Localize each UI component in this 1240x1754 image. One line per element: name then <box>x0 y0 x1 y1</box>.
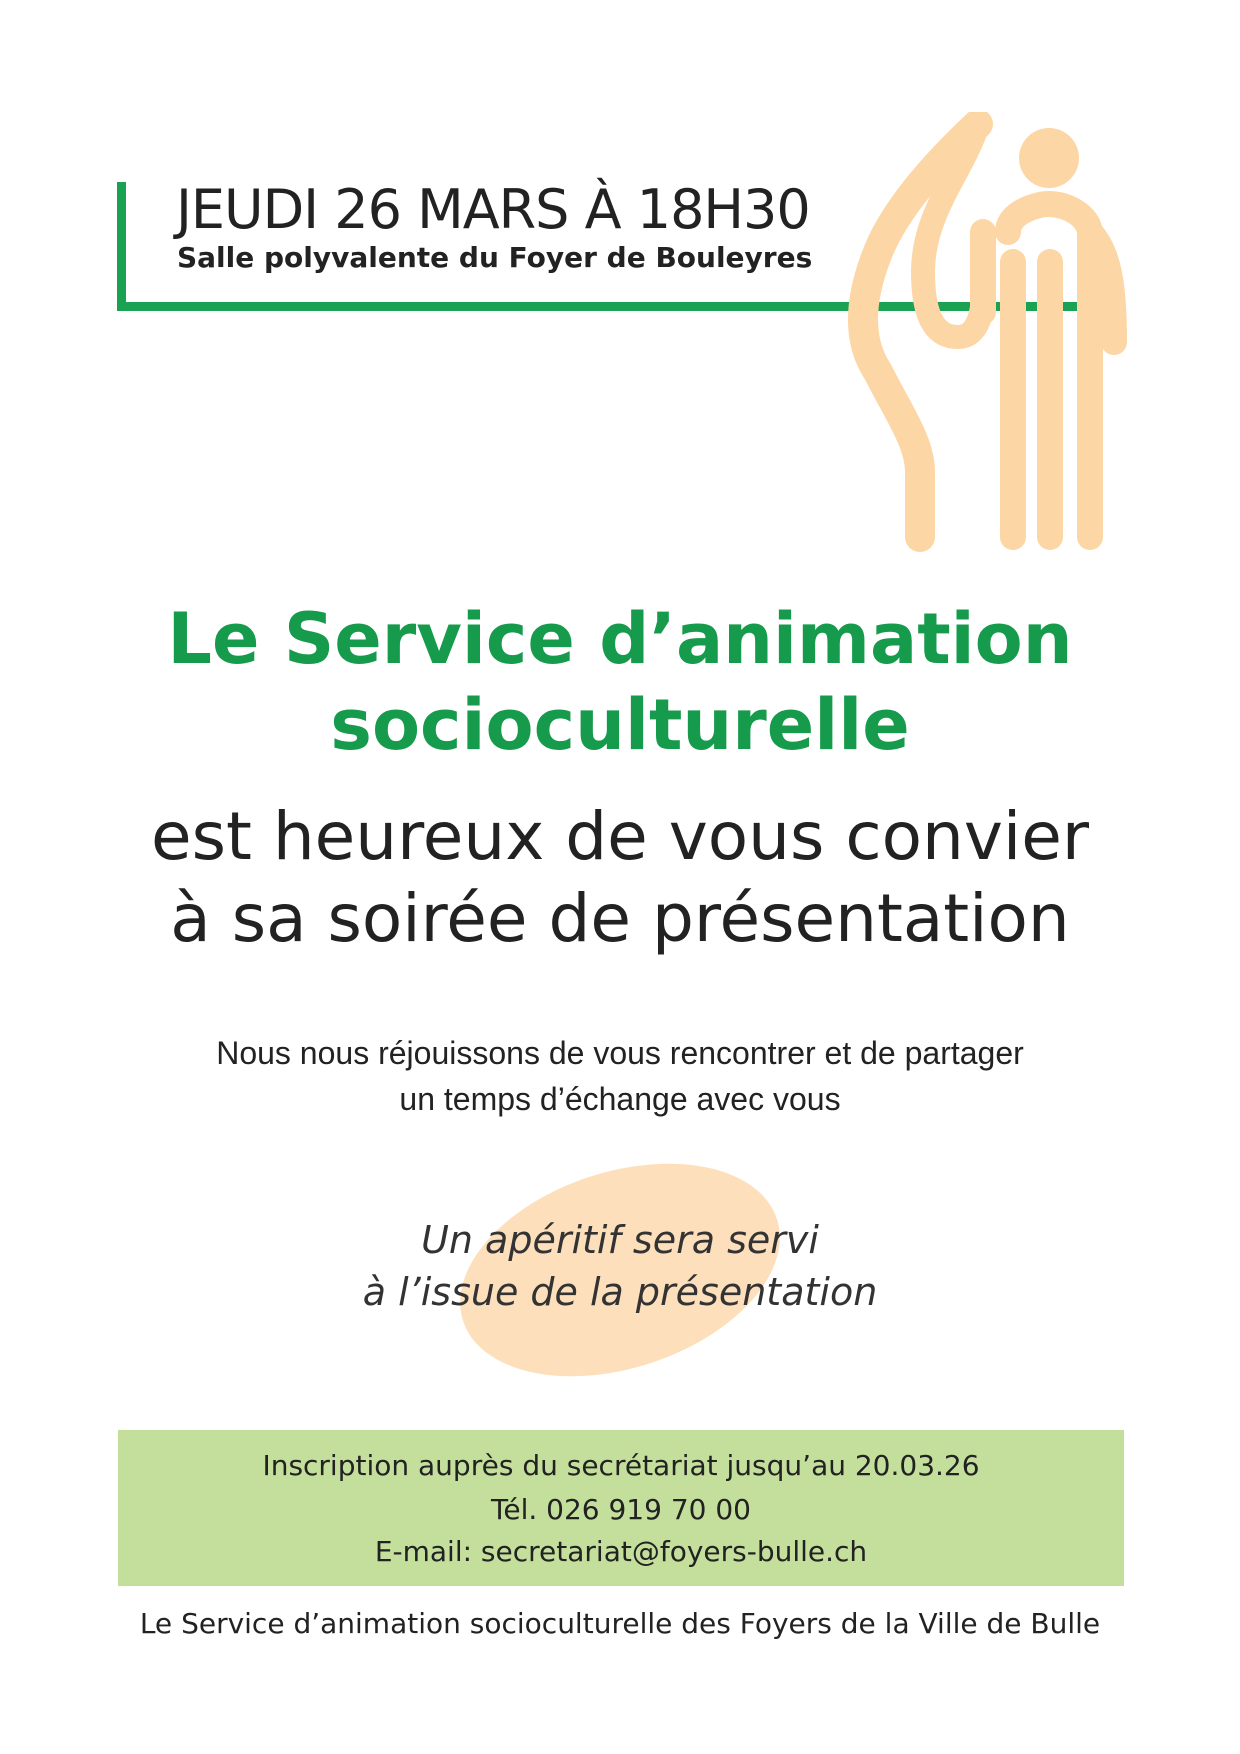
aperitif-line-1: Un apéritif sera servi <box>421 1218 819 1262</box>
welcome-line-2: un temps d’échange avec vous <box>399 1081 841 1117</box>
headline-line-2: socioculturelle <box>330 684 910 766</box>
header-bracket-vertical <box>117 182 126 310</box>
aperitif-note <box>300 1214 940 1318</box>
invitation-text <box>60 796 1180 960</box>
headline-line-1: Le Service d’animation <box>167 598 1073 680</box>
registration-deadline: Inscription auprès du secrétariat jusqu’au 20.03.26 <box>262 1449 980 1482</box>
hand-holding-person-icon <box>838 112 1138 552</box>
aperitif-line-2: à l’issue de la présentation <box>362 1270 878 1314</box>
registration-email[interactable]: E-mail: secretariat@foyers-bulle.ch <box>374 1535 868 1568</box>
welcome-line-1: Nous nous réjouissons de vous rencontrer et de partager <box>216 1035 1024 1071</box>
welcome-text <box>60 1030 1180 1122</box>
footer-organization: Le Service d’animation socioculturelle des Foyers de la Ville de Bulle <box>139 1607 1101 1640</box>
invitation-line-1: est heureux de vous convier <box>150 798 1090 875</box>
registration-box <box>118 1430 1124 1586</box>
registration-phone: Tél. 026 919 70 00 <box>491 1493 751 1526</box>
headline <box>60 596 1180 768</box>
event-venue: Salle polyvalente du Foyer de Bouleyres <box>177 241 813 274</box>
invitation-line-2: à sa soirée de présentation <box>170 880 1070 957</box>
event-date-time: JEUDI 26 MARS À 18H30 <box>176 178 810 241</box>
